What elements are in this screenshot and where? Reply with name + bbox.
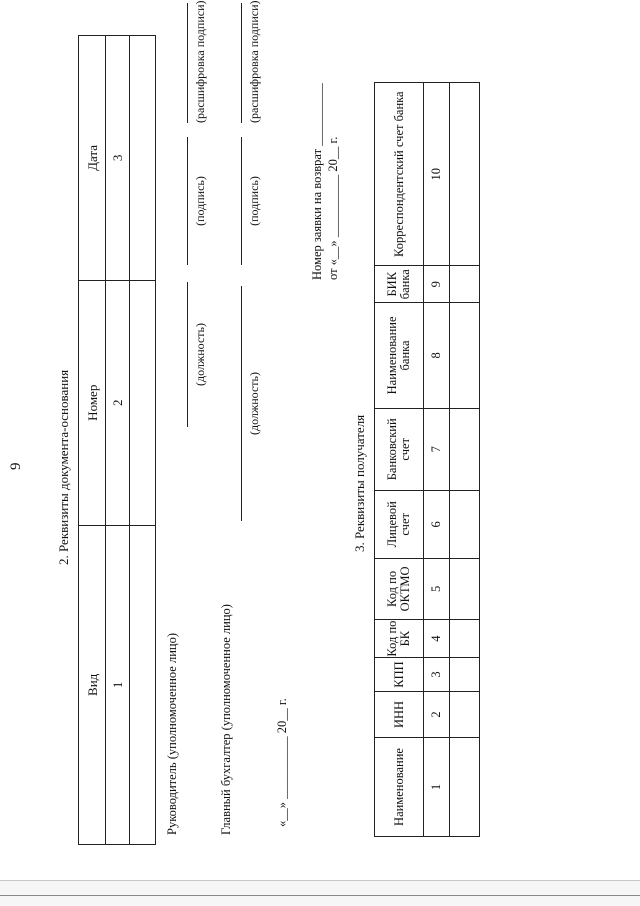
recipient-name-cell[interactable] [450,738,480,837]
return-request-number[interactable]: Номер заявки на возврат __________ [310,83,324,280]
accountant-decoding-caption: (расшифровка подписи) [247,0,261,123]
col-type-num: 1 [106,525,130,844]
recipient-number-row [424,83,450,837]
col-num-6: 6 [424,490,450,558]
doc-basis-table [78,35,156,845]
head-signature-line[interactable] [187,137,188,265]
page-number: 9 [8,462,24,470]
recipient-bank-name-cell[interactable] [450,303,480,409]
recipient-bank-account-cell[interactable] [450,408,480,490]
accountant-signature-caption: (подпись) [247,176,261,226]
doc-header-row [79,36,106,845]
col-inn-header: ИНН [375,691,424,737]
col-num-5: 5 [424,558,450,619]
col-bik-header: БИК банка [375,266,424,303]
head-position-caption: (должность) [193,323,207,386]
doc-number-row [106,36,130,845]
recipient-oktmo-cell[interactable] [450,558,480,619]
recipient-kpp-cell[interactable] [450,658,480,692]
col-bank-account-header: Банковский счет [375,408,424,490]
head-label: Руководитель (уполномоченное лицо) [165,632,179,835]
signature-date-line[interactable]: «__» __________ 20__ г. [275,698,289,827]
col-bank-name-header: Наименование банка [375,303,424,409]
accountant-decoding-line[interactable] [241,3,242,123]
col-name-header: Наименование [375,738,424,837]
recipient-header-row [375,83,424,837]
doc-number-cell[interactable] [130,280,156,525]
head-position-line[interactable] [187,282,188,427]
recipient-table [374,82,480,837]
col-corr-account-header: Корреспондентский счет банка [375,83,424,266]
accountant-position-caption: (должность) [247,372,261,435]
col-kpp-header: КПП [375,658,424,692]
col-num-8: 8 [424,303,450,409]
col-num-4: 4 [424,620,450,658]
col-personal-account-header: Лицевой счет [375,490,424,558]
col-num-1: 1 [424,738,450,837]
col-num-3: 3 [424,658,450,692]
recipient-inn-cell[interactable] [450,691,480,737]
col-num-7: 7 [424,408,450,490]
recipient-value-row[interactable] [450,83,480,837]
col-kbk-header: Код по БК [375,620,424,658]
col-num-9: 9 [424,266,450,303]
head-signature-caption: (подпись) [193,176,207,226]
recipient-section-title: 3. Реквизиты получателя [352,414,367,552]
accountant-signature-line[interactable] [241,137,242,265]
recipient-bik-cell[interactable] [450,266,480,303]
col-oktmo-header: Код по ОКТМО [375,558,424,619]
head-decoding-caption: (расшифровка подписи) [193,0,207,123]
col-date-num: 3 [106,36,130,281]
head-decoding-line[interactable] [187,3,188,123]
doc-type-cell[interactable] [130,525,156,844]
return-request-date[interactable]: от «__» __________ 20__ г. [326,136,340,280]
doc-section-title: 2. Реквизиты документа-основания [56,369,71,565]
doc-value-row[interactable] [130,36,156,845]
col-date-header: Дата [79,36,106,281]
doc-date-cell[interactable] [130,36,156,281]
col-num-10: 10 [424,83,450,266]
col-type-header: Вид [79,525,106,844]
accountant-label: Главный бухгалтер (уполномоченное лицо) [219,604,233,835]
col-number-header: Номер [79,280,106,525]
recipient-kbk-cell[interactable] [450,620,480,658]
recipient-corr-account-cell[interactable] [450,83,480,266]
accountant-position-line[interactable] [241,286,242,521]
col-number-num: 2 [106,280,130,525]
recipient-personal-account-cell[interactable] [450,490,480,558]
col-num-2: 2 [424,691,450,737]
